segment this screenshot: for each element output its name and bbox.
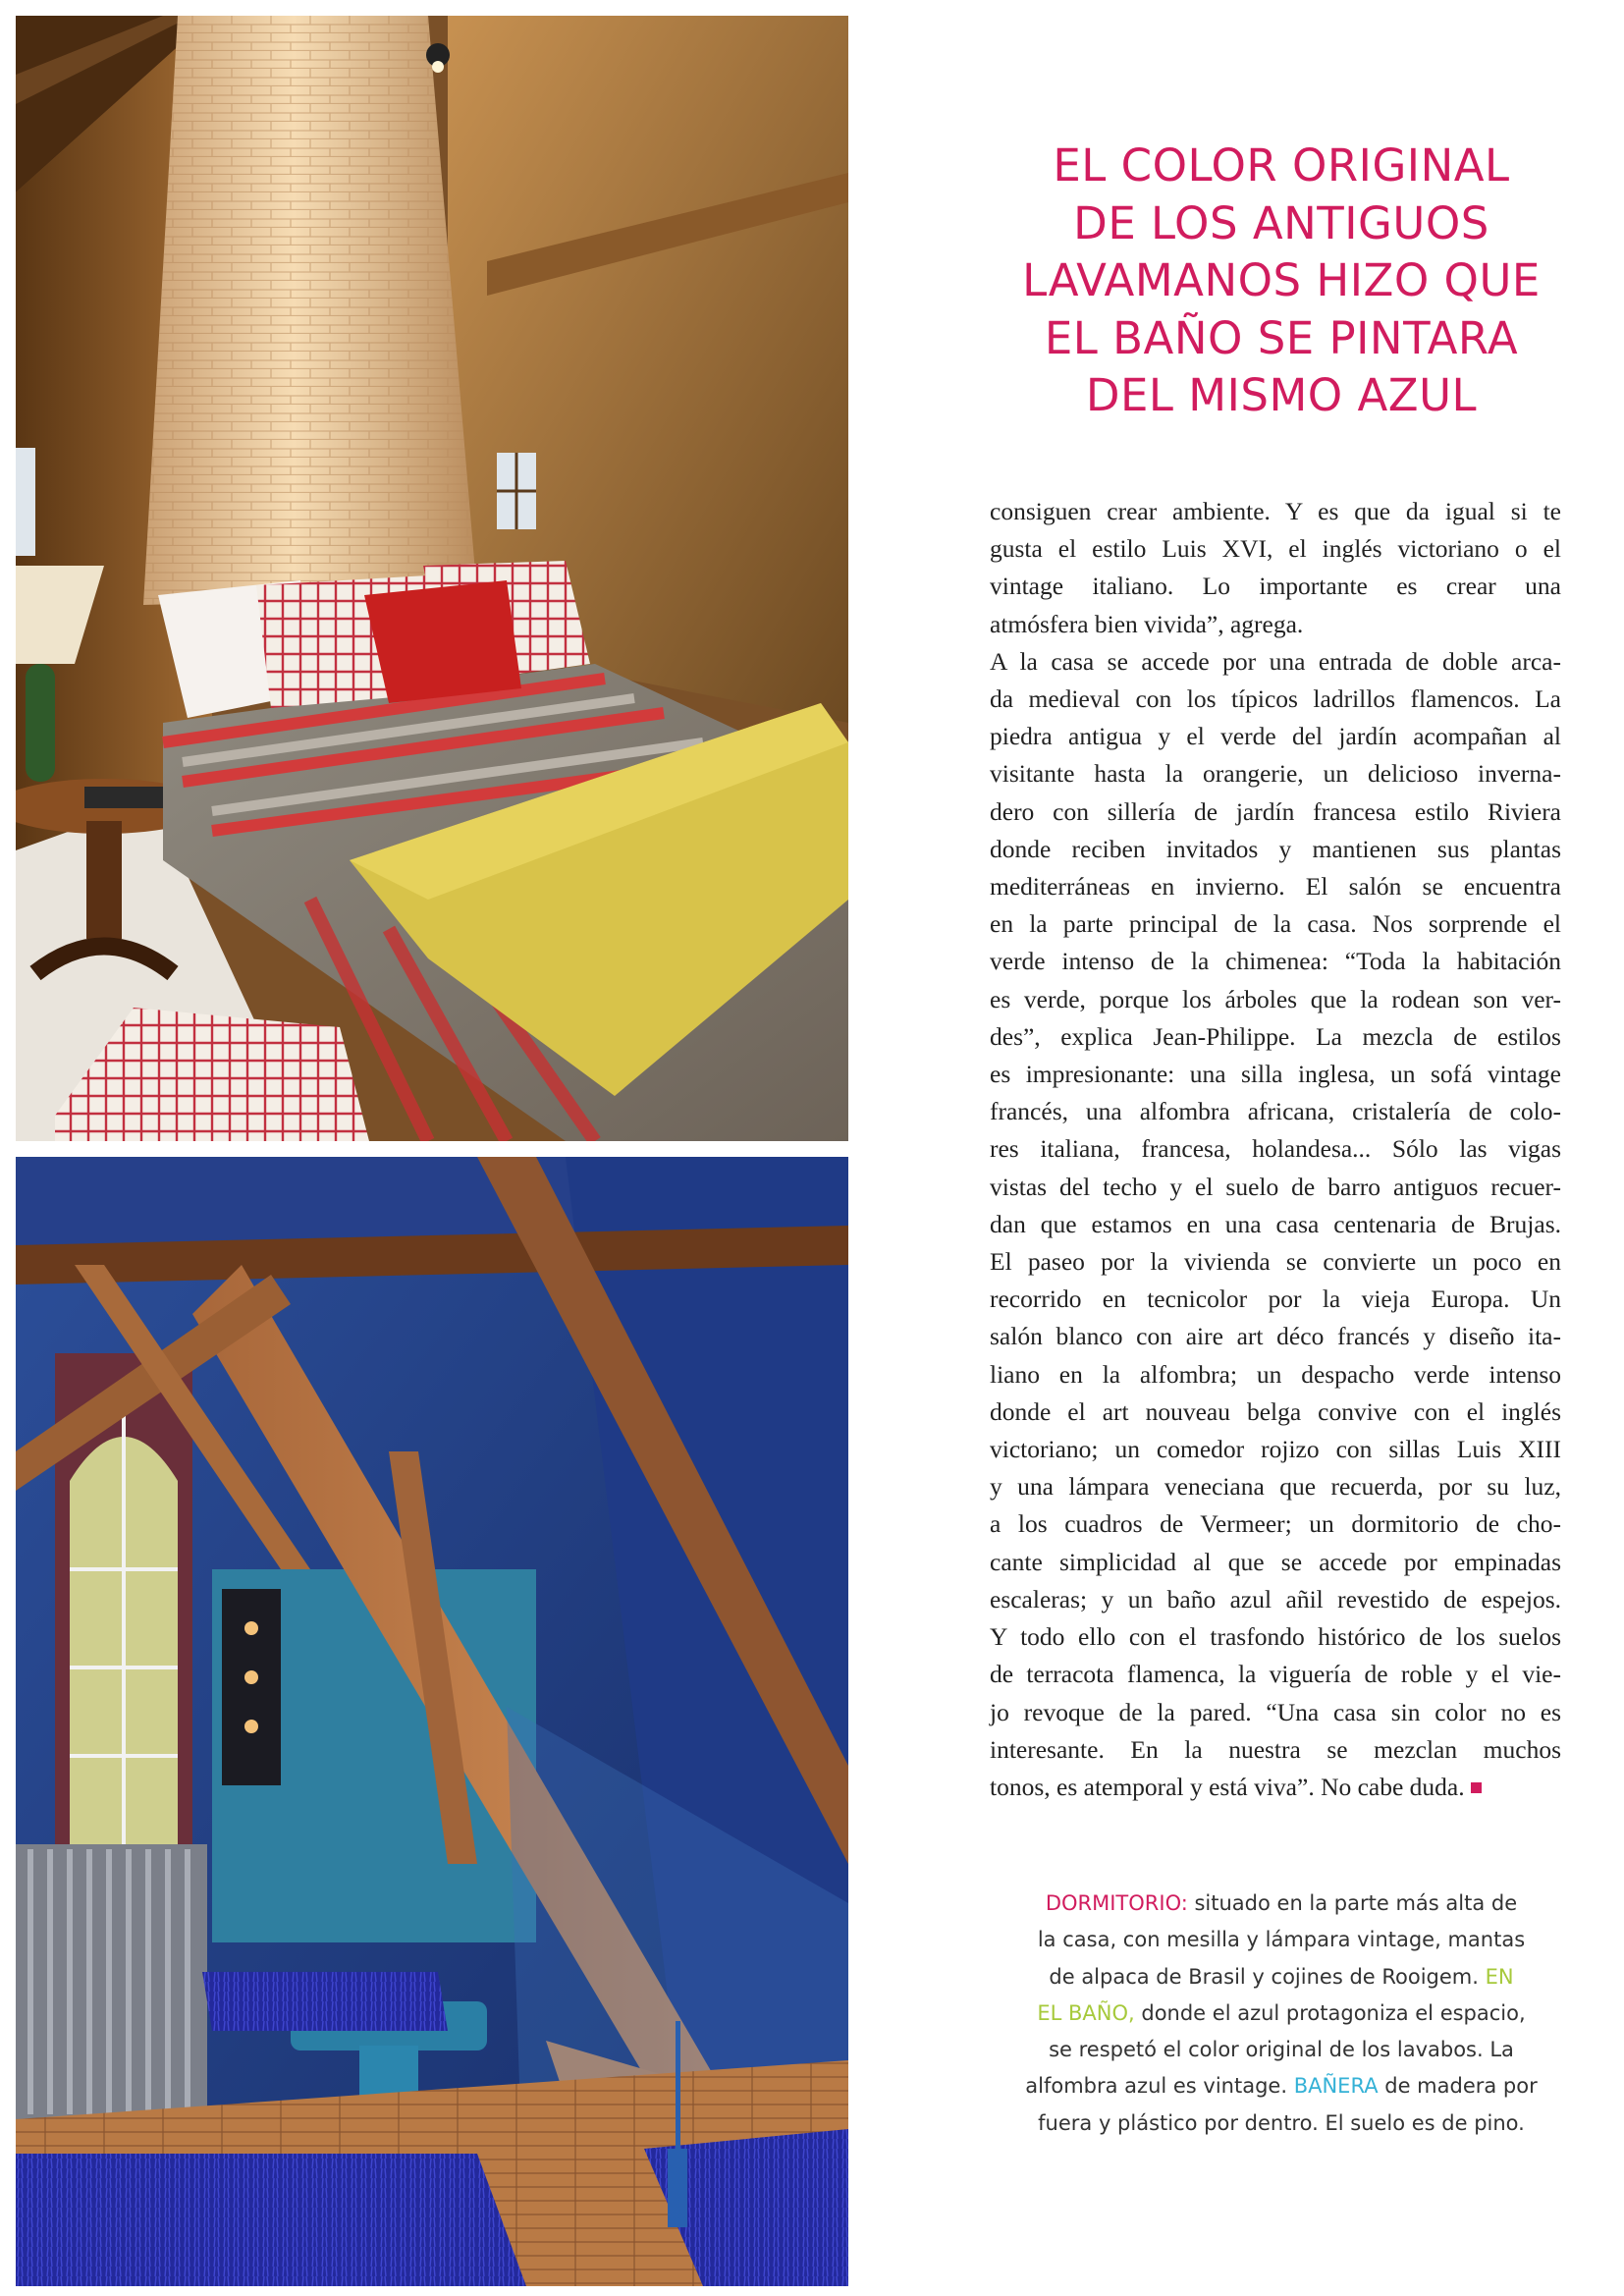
body-line: Y todo ello con el trasfondo histórico de los suelos <box>990 1622 1561 1652</box>
body-line-final <box>990 1769 1561 1806</box>
article-body <box>990 493 1561 1806</box>
body-line: jo revoque de la pared. “Una casa sin color no es <box>990 1697 1561 1726</box>
pull-quote-headline <box>972 137 1591 425</box>
bathroom-photo <box>16 1157 848 2286</box>
caption-text: situado en la parte más alta de <box>1187 1891 1518 1915</box>
caption-label-dormitorio: DORMITORIO: <box>1045 1891 1188 1915</box>
body-line: consiguen crear ambiente. Y es que da igual si te <box>990 497 1561 525</box>
body-line: vistas del techo y el suelo de barro antiguos recuer- <box>990 1172 1561 1201</box>
body-line: atmósfera bien vivida”, agrega. <box>990 609 1304 638</box>
caption-text: de madera por <box>1378 2074 1538 2099</box>
body-line: a los cuadros de Vermeer; un dormitorio de cho- <box>990 1509 1561 1539</box>
caption-line <box>982 1886 1581 1922</box>
body-line: res italiana, francesa, holandesa... Sólo las vigas <box>990 1134 1561 1164</box>
headline-line: EL BAÑO SE PINTARA <box>1044 311 1519 364</box>
body-line: gusta el estilo Luis XVI, el inglés victoriano o el <box>990 534 1561 564</box>
body-line: salón blanco con aire art déco francés y diseño ita- <box>990 1322 1561 1351</box>
body-line: visitante hasta la orangerie, un delicioso inverna- <box>990 759 1561 789</box>
caption-line <box>982 1959 1581 1995</box>
caption-line <box>982 1995 1581 2032</box>
caption-line <box>982 2068 1581 2105</box>
body-line: liano en la alfombra; un despacho verde intenso <box>990 1359 1561 1389</box>
body-line: en la parte principal de la casa. Nos sorprende el <box>990 909 1561 939</box>
body-line: cante simplicidad al que se accede por empinadas <box>990 1547 1561 1576</box>
body-line: interesante. En la nuestra se mezclan muchos <box>990 1734 1561 1764</box>
body-line: donde reciben invitados y mantienen sus plantas <box>990 834 1561 863</box>
headline-line: EL COLOR ORIGINAL <box>1053 139 1510 191</box>
body-line: El paseo por la vivienda se convierte un poco en <box>990 1247 1561 1277</box>
caption-text: alfombra azul es vintage. <box>1025 2074 1294 2099</box>
body-line: recorrido en tecnicolor por la vieja Europa. Un <box>990 1285 1561 1314</box>
body-line: verde intenso de la chimenea: “Toda la habitación <box>990 947 1561 976</box>
body-line-final-text: tonos, es atemporal y está viva”. No cabe duda. <box>990 1772 1465 1801</box>
body-line: de terracota flamenca, la viguería de roble y el vie- <box>990 1660 1561 1689</box>
caption-text: de alpaca de Brasil y cojines de Rooigem. <box>1049 1964 1486 1989</box>
headline-line: DEL MISMO AZUL <box>1085 369 1478 421</box>
body-line: A la casa se accede por una entrada de doble arca- <box>990 646 1561 676</box>
headline-line: DE LOS ANTIGUOS <box>1073 196 1489 249</box>
body-line: dero con sillería de jardín francesa estilo Riviera <box>990 796 1561 826</box>
caption-label-el-bano: EL BAÑO, <box>1037 2000 1135 2025</box>
end-of-article-square-icon <box>1471 1782 1482 1793</box>
body-line: donde el art nouveau belga convive con el inglés <box>990 1396 1561 1426</box>
body-line: da medieval con los típicos ladrillos flamencos. La <box>990 684 1561 714</box>
body-line: des”, explica Jean-Philippe. La mezcla de estilos <box>990 1021 1561 1051</box>
caption-line: fuera y plástico por dentro. El suelo es de pino. <box>1038 2110 1525 2135</box>
caption-label-banera: BAÑERA <box>1293 2074 1379 2099</box>
caption-line: se respetó el color original de los lavabos. La <box>1049 2038 1514 2062</box>
photo-caption <box>982 1886 1581 2142</box>
caption-text: donde el azul protagoniza el espacio, <box>1134 2000 1526 2025</box>
body-line: vintage italiano. Lo importante es crear una <box>990 572 1561 601</box>
body-line: mediterráneas en invierno. El salón se encuentra <box>990 872 1561 902</box>
body-line: piedra antigua y el verde del jardín acompañan al <box>990 722 1561 751</box>
body-line: escaleras; y un baño azul añil revestido de espejos. <box>990 1584 1561 1613</box>
body-line: dan que estamos en una casa centenaria de Brujas. <box>990 1209 1561 1238</box>
headline-line: LAVAMANOS HIZO QUE <box>1022 254 1541 306</box>
body-line: y una lámpara veneciana que recuerda, por su luz, <box>990 1472 1561 1502</box>
bedroom-photo <box>16 16 848 1141</box>
body-line: es impresionante: una silla inglesa, un sofá vintage <box>990 1060 1561 1089</box>
body-line: es verde, porque los árboles que la rodean son ver- <box>990 984 1561 1013</box>
body-line: victoriano; un comedor rojizo con sillas Luis XIII <box>990 1435 1561 1464</box>
body-line: francés, una alfombra africana, cristalería de colo- <box>990 1097 1561 1126</box>
caption-line: la casa, con mesilla y lámpara vintage, mantas <box>1037 1928 1526 1952</box>
caption-label-en: EN <box>1485 1964 1514 1989</box>
